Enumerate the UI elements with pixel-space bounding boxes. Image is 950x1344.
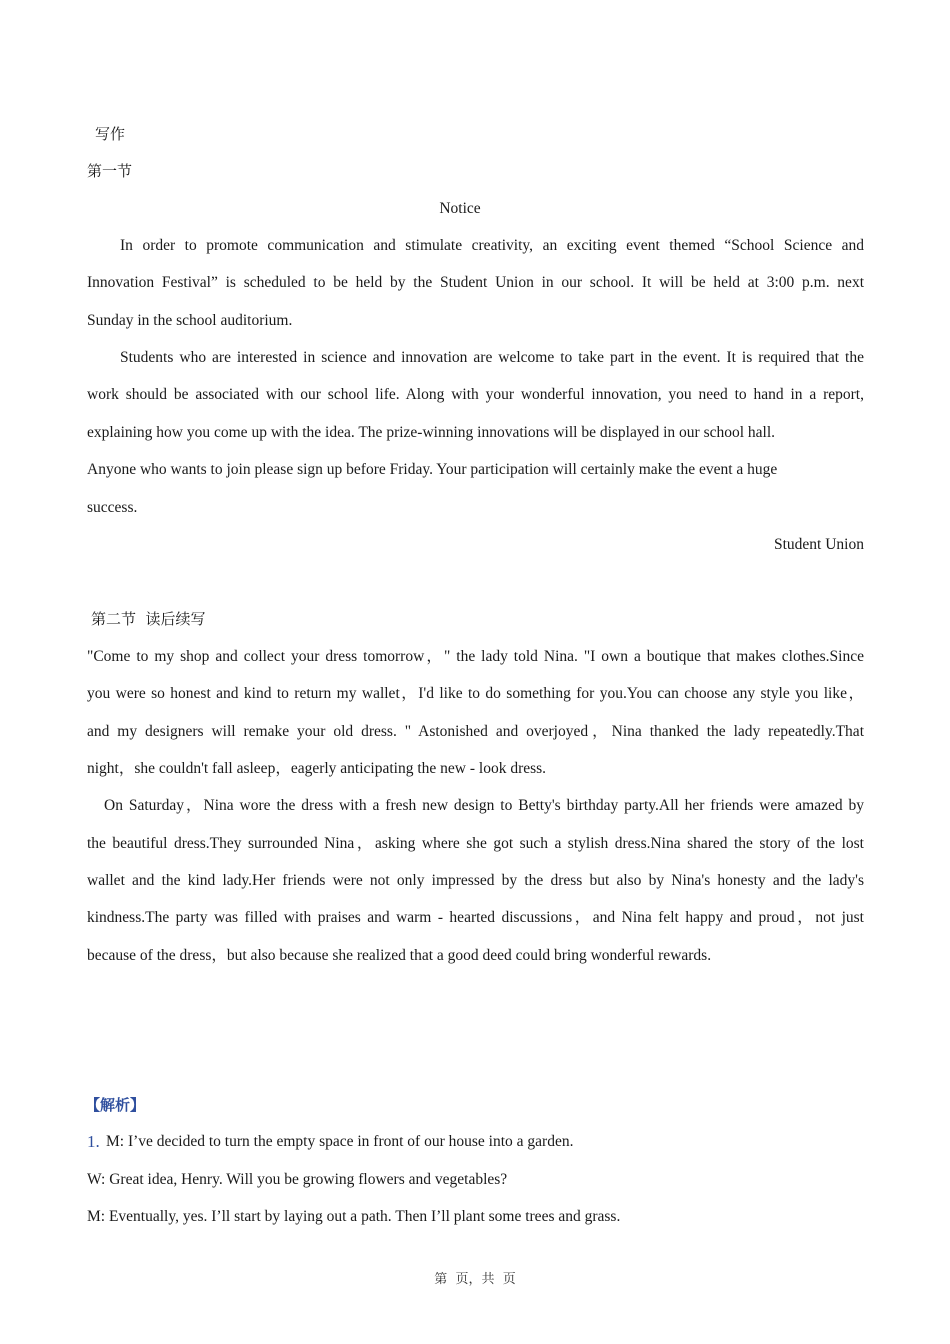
dialogue-line-1: M: I’ve decided to turn the empty space in front of our house into a garden. [106,1133,574,1150]
dialogue-line-2: W: Great idea, Henry. Will you be growing flowers and vegetables? [87,1171,508,1188]
story-p1-line-4: night，she couldn't fall asleep，eagerly anticipating the new - look dress. [87,760,547,777]
notice-title: Notice [439,200,481,217]
story-p2-line-4: kindness.The party was filled with praises and warm - hearted discussions，and Nina felt happy and proud，not just [87,909,864,926]
analysis-heading: 【解析】 [85,1096,146,1114]
story-p2-line-5: because of the dress，but also because she realized that a good deed could bring wonderful rewards. [87,947,712,964]
notice-p1-line-3: Sunday in the school auditorium. [87,312,293,329]
notice-p2-line-3: explaining how you come up with the idea. The prize-winning innovations will be displayed in our school hall. [87,424,776,441]
page-number-text: 第 页，共 页 [434,1272,516,1287]
notice-p1-line-2: Innovation Festival” is scheduled to be held by the Student Union in our school. It will be held at 3:00 p.m. next [87,274,864,291]
notice-signature: Student Union [774,536,864,553]
notice-p2-line-4: Anyone who wants to join please sign up before Friday. Your participation will certainly make the event a huge [87,461,778,478]
dialogue-line-3: M: Eventually, yes. I’ll start by laying out a path. Then I’ll plant some trees and grass. [87,1208,621,1225]
story-p2-line-1: On Saturday，Nina wore the dress with a fresh new design to Betty's birthday party.All her friends were amazed by [104,797,864,814]
page-footer [0,1268,950,1287]
part1-heading: 第一节 [87,162,133,180]
story-p1-line-3: and my designers will remake your old dress. " Astonished and overjoyed，Nina thanked the lady repeatedly.That [87,723,864,740]
notice-p1-line-1: In order to promote communication and stimulate creativity, an exciting event themed “School Science and [120,237,864,254]
part2-heading: 第二节 读后续写 [91,610,206,628]
story-p1-line-2: you were so honest and kind to return my wallet，I'd like to do something for you.You can choose any style you like， [87,685,864,702]
notice-p2-line-2: work should be associated with our school life. Along with your wonderful innovation, you need to hand in a report, [87,386,864,403]
story-p2-line-2: the beautiful dress.They surrounded Nina，asking where she got such a stylish dress.Nina shared the story of the lost [87,835,864,852]
section-title-writing: 写作 [95,125,126,143]
story-p1-line-1: "Come to my shop and collect your dress tomorrow，" the lady told Nina. "I own a boutique that makes clothes.Since [87,648,864,665]
notice-p2-line-1: Students who are interested in science and innovation are welcome to take part in the event. It is required that the [120,349,864,366]
notice-p2-line-5: success. [87,499,138,516]
question-number: 1. [87,1132,100,1151]
story-p2-line-3: wallet and the kind lady.Her friends were not only impressed by the dress but also by Nina's honesty and the lady's [87,872,864,889]
